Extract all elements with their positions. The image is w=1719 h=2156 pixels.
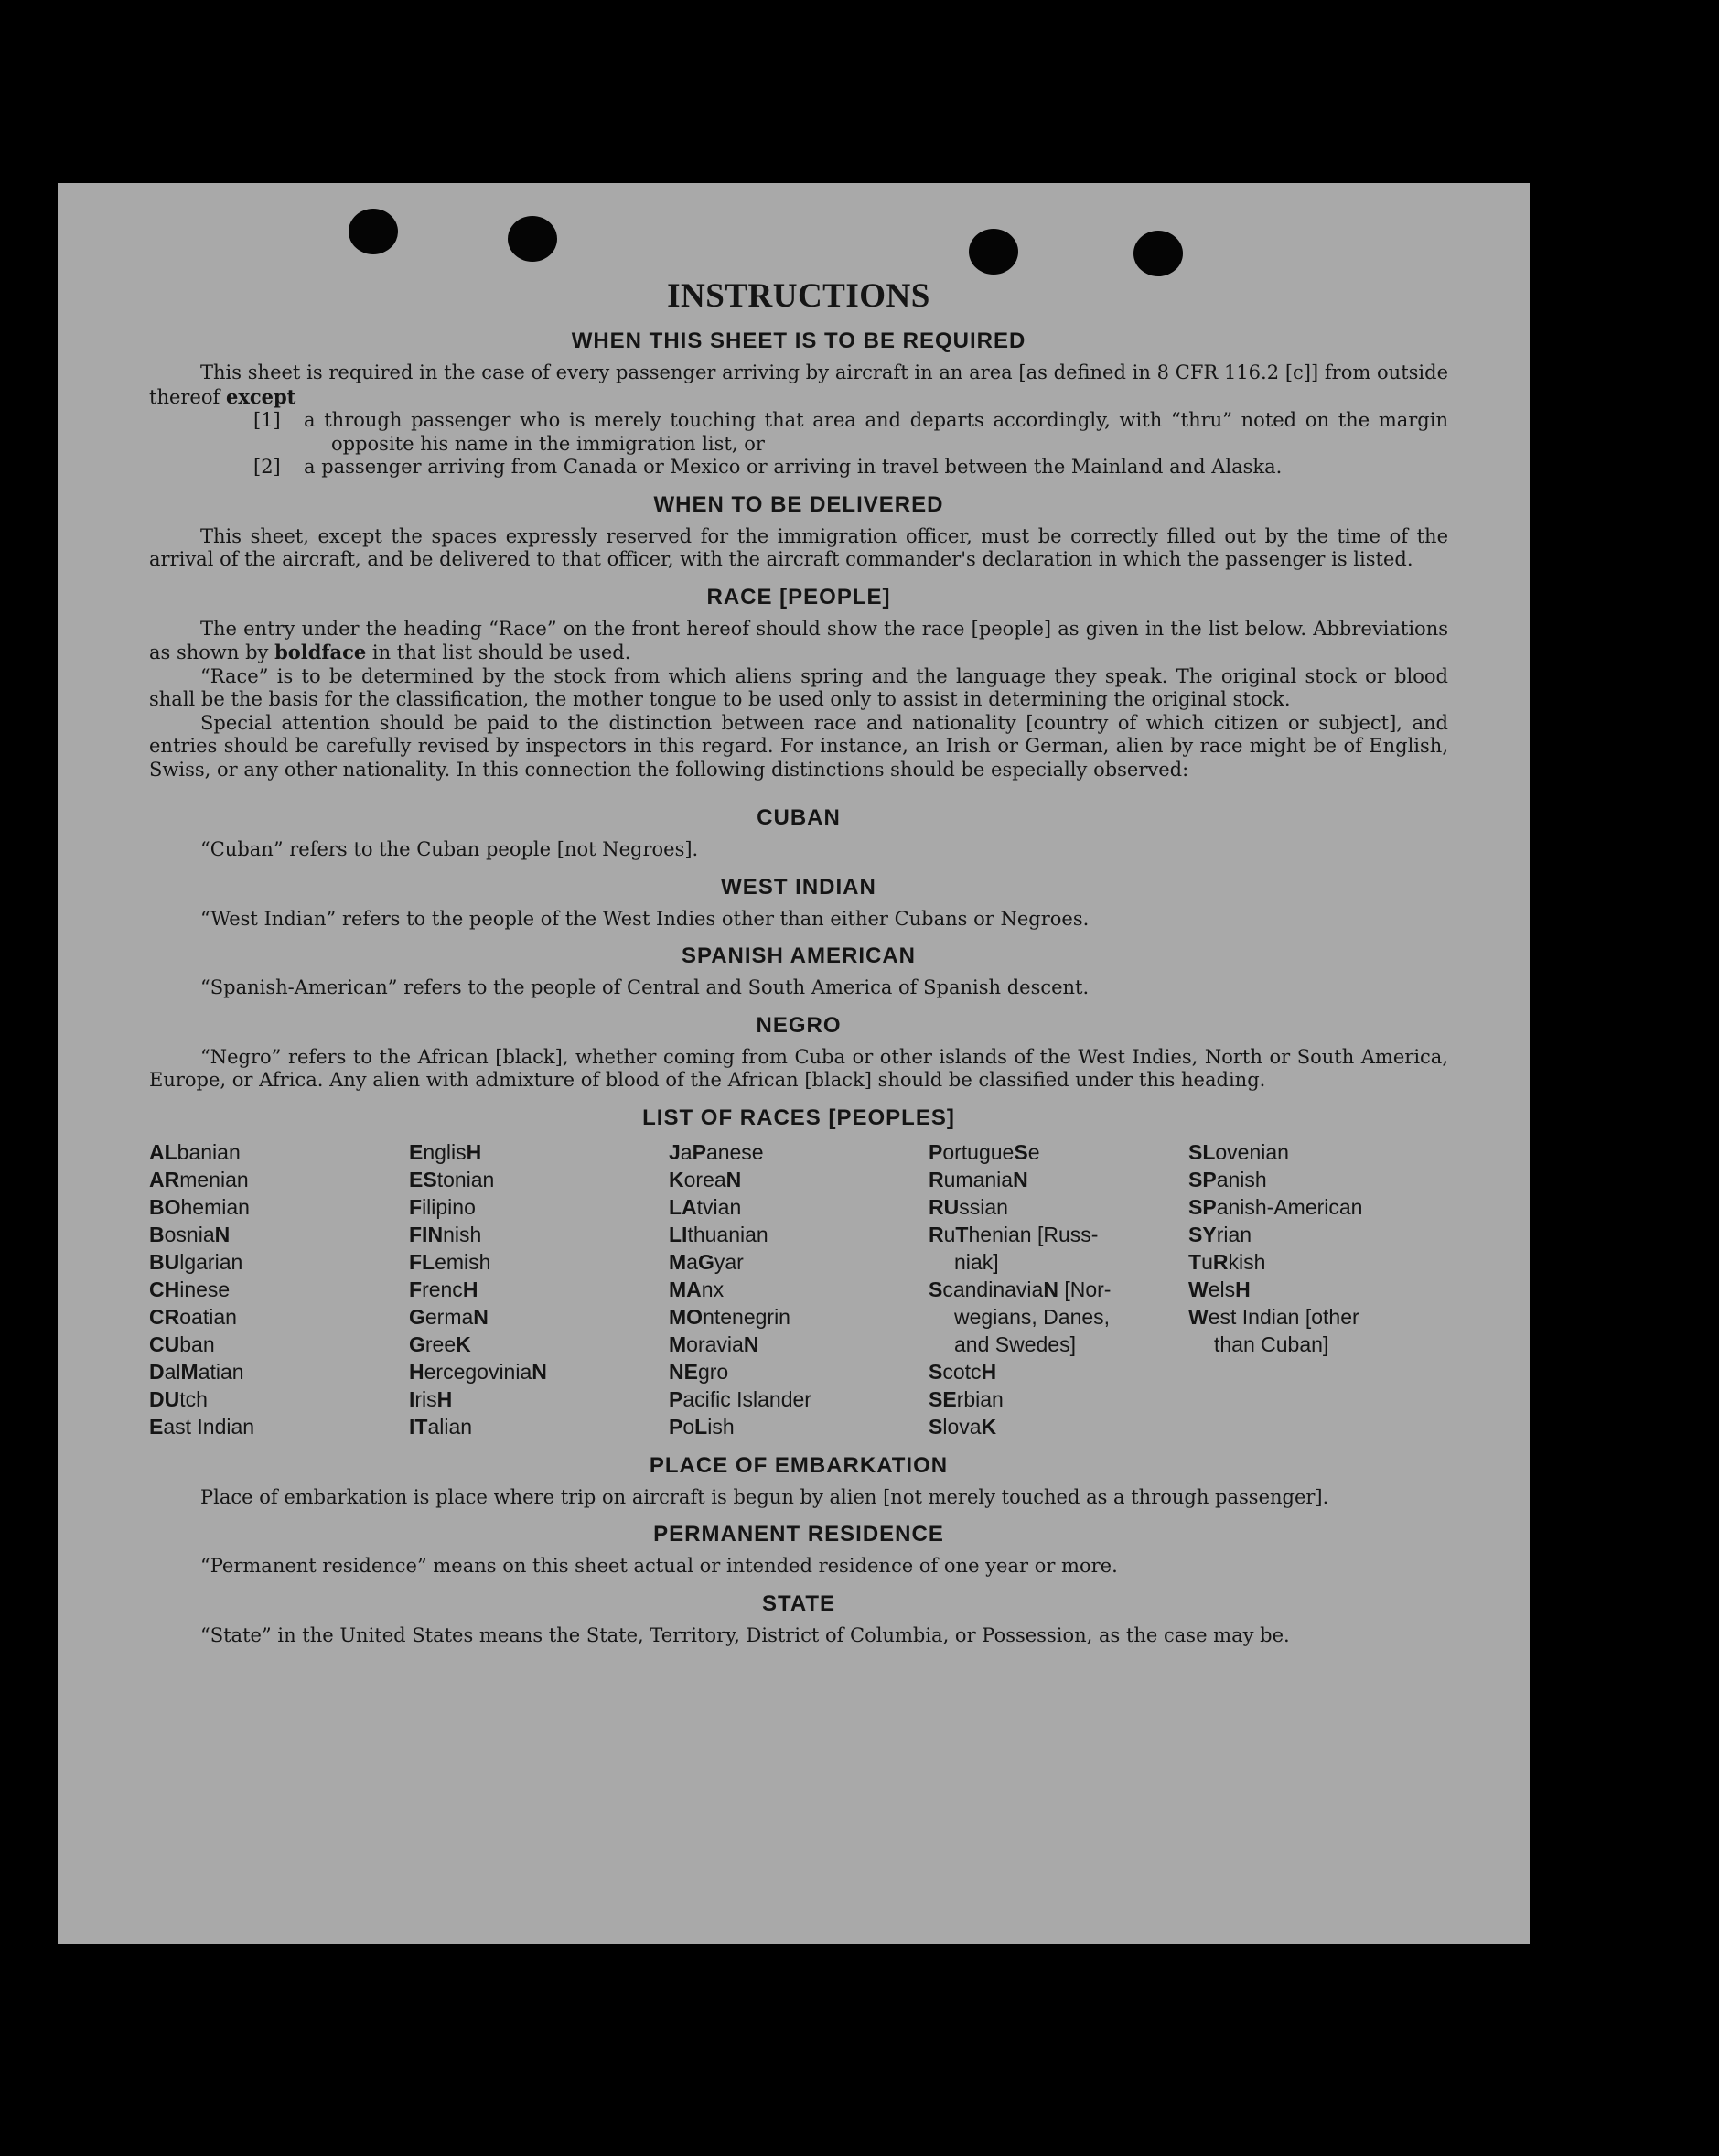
delivered-text: This sheet, except the spaces expressly reserved for the immigration officer, must be correctly filled out by the time of the arrival of the aircraft, and be delivered to that officer, with the aircraft commander's declaration in which the passenger is listed. bbox=[149, 524, 1448, 570]
spanish-american-text: “Spanish-American” refers to the people of Central and South America of Spanish descent. bbox=[200, 976, 1090, 998]
race-entry: FINnish bbox=[409, 1222, 482, 1246]
race-entry: West Indian [other bbox=[1188, 1304, 1359, 1329]
race-entry: Filipino bbox=[409, 1194, 476, 1219]
section-heading-west-indian: WEST INDIAN bbox=[721, 874, 876, 900]
west-indian-text: “West Indian” refers to the people of the West Indies other than either Cubans or Negroes. bbox=[200, 907, 1090, 930]
cuban-text: “Cuban” refers to the Cuban people [not Negroes]. bbox=[200, 838, 699, 860]
race-entry: LAtvian bbox=[669, 1194, 742, 1219]
required-item-1 bbox=[253, 409, 1448, 456]
race-entry: Pacific Islander bbox=[669, 1386, 811, 1411]
section-heading-required: WHEN THIS SHEET IS TO BE REQUIRED bbox=[571, 329, 1026, 353]
race-entry: niak] bbox=[954, 1249, 999, 1274]
required-intro-text: This sheet is required in the case of every passenger arriving by aircraft in an area [as defined in 8 CFR 116.2 [c]] from outside thereof bbox=[149, 361, 1448, 408]
race-column bbox=[409, 1138, 669, 1440]
race-entry: PortugueSe bbox=[929, 1139, 1040, 1164]
race-entry: ALbanian bbox=[149, 1139, 241, 1164]
race-entry: FLemish bbox=[409, 1249, 491, 1274]
race-entry: SPanish bbox=[1188, 1167, 1267, 1191]
race-entry: East Indian bbox=[149, 1414, 255, 1439]
section-heading-delivered: WHEN TO BE DELIVERED bbox=[653, 491, 944, 517]
race-entry: ARmenian bbox=[149, 1167, 249, 1191]
residence-text: “Permanent residence” means on this sheet actual or intended residence of one year or more. bbox=[200, 1555, 1118, 1577]
race-entry: GreeK bbox=[409, 1331, 471, 1356]
race-column bbox=[929, 1138, 1188, 1440]
race-entry: BOhemian bbox=[149, 1194, 250, 1219]
race-entry: BosniaN bbox=[149, 1222, 231, 1246]
race-entry: CHinese bbox=[149, 1277, 231, 1301]
race-entry: ScandinaviaN [Nor- bbox=[929, 1277, 1112, 1301]
required-intro-except: except bbox=[225, 384, 296, 408]
item-text: a passenger arriving from Canada or Mexico or arriving in travel between the Mainland and Alaska. bbox=[304, 456, 1283, 478]
race-entry: WelsH bbox=[1188, 1277, 1251, 1301]
race-entry: DUtch bbox=[149, 1386, 208, 1411]
race-entry: LIthuanian bbox=[669, 1222, 768, 1246]
race-entry: RuThenian [Russ- bbox=[929, 1222, 1099, 1246]
race-entry: EnglisH bbox=[409, 1139, 482, 1164]
race-entry: CUban bbox=[149, 1331, 215, 1356]
section-heading-negro: NEGRO bbox=[756, 1012, 842, 1038]
race-paragraph-2: “Race” is to be determined by the stock from which aliens spring and the language they speak. The original stock or blood shall be the basis for the classification, the mother tongue to be used only to assist in determining the original stock. bbox=[149, 664, 1448, 710]
race-entry: SPanish-American bbox=[1188, 1194, 1363, 1219]
punch-hole bbox=[349, 209, 398, 254]
page-title: INSTRUCTIONS bbox=[667, 277, 930, 315]
punch-hole bbox=[969, 229, 1018, 275]
race-entry: JaPanese bbox=[669, 1139, 764, 1164]
section-heading-spanish-american: SPANISH AMERICAN bbox=[681, 943, 916, 968]
race-entry: NEgro bbox=[669, 1359, 729, 1384]
race-paragraph-1 bbox=[149, 618, 1448, 665]
race-entry: SErbian bbox=[929, 1386, 1004, 1411]
race-entry: BUlgarian bbox=[149, 1249, 243, 1274]
race-column bbox=[1188, 1138, 1448, 1440]
race-entry: and Swedes] bbox=[954, 1331, 1076, 1356]
required-intro bbox=[149, 361, 1448, 409]
punch-hole bbox=[1133, 231, 1183, 276]
race-entry: wegians, Danes, bbox=[954, 1304, 1111, 1329]
race-entry: RUssian bbox=[929, 1194, 1008, 1219]
section-heading-race-list: LIST OF RACES [PEOPLES] bbox=[642, 1105, 955, 1130]
race-entry: TuRkish bbox=[1188, 1249, 1266, 1274]
section-heading-embarkation: PLACE OF EMBARKATION bbox=[649, 1452, 949, 1478]
race-column bbox=[669, 1138, 929, 1440]
race-p1-boldface: boldface bbox=[274, 641, 367, 663]
race-entry: EStonian bbox=[409, 1167, 495, 1191]
race-entry: PoLish bbox=[669, 1414, 735, 1439]
item-number: [1] bbox=[253, 409, 281, 431]
race-entry: FrencH bbox=[409, 1277, 478, 1301]
punch-hole bbox=[508, 216, 557, 262]
race-entry: MoraviaN bbox=[669, 1331, 759, 1356]
instruction-sheet bbox=[58, 183, 1530, 1944]
race-entry: MaGyar bbox=[669, 1249, 744, 1274]
race-entry: MAnx bbox=[669, 1277, 725, 1301]
race-entry: SYrian bbox=[1188, 1222, 1252, 1246]
race-entry: KoreaN bbox=[669, 1167, 742, 1191]
negro-text: “Negro” refers to the African [black], whether coming from Cuba or other islands of the West Indies, North or South America, Europe, or Africa. Any alien with admixture of blood of the African [black] should be classified under this heading. bbox=[149, 1045, 1448, 1091]
race-entry: HercegoviniaN bbox=[409, 1359, 547, 1384]
sheet-content bbox=[149, 276, 1448, 1647]
race-p1-end: in that list should be used. bbox=[366, 641, 631, 663]
race-column bbox=[149, 1138, 409, 1440]
race-entry: IrisH bbox=[409, 1386, 453, 1411]
race-entry: SLovenian bbox=[1188, 1139, 1289, 1164]
race-paragraph-3: Special attention should be paid to the distinction between race and nationality [country of which citizen or subject], and entries should be carefully revised by inspectors in this regard. For instance, an Irish or German, alien by race might be of English, Swiss, or any other nationality. In this connection the following distinctions should be especially observed: bbox=[149, 711, 1448, 781]
race-entry: SlovaK bbox=[929, 1414, 997, 1439]
required-item-2 bbox=[253, 456, 1448, 480]
race-p1-text: The entry under the heading “Race” on the front hereof should show the race [people] as given in the list below. Abbreviations as shown by bbox=[149, 617, 1448, 663]
embarkation-text: Place of embarkation is place where trip on aircraft is begun by alien [not merely touched as a through passenger]. bbox=[200, 1485, 1329, 1508]
race-entry: RumaniaN bbox=[929, 1167, 1028, 1191]
section-heading-race: RACE [PEOPLE] bbox=[706, 584, 891, 609]
race-entry: CRoatian bbox=[149, 1304, 237, 1329]
race-entry: MOntenegrin bbox=[669, 1304, 790, 1329]
section-heading-residence: PERMANENT RESIDENCE bbox=[653, 1522, 944, 1547]
race-entry: GermaN bbox=[409, 1304, 489, 1329]
state-text: “State” in the United States means the State, Territory, District of Columbia, or Possession, as the case may be. bbox=[200, 1623, 1290, 1646]
race-entry: ScotcH bbox=[929, 1359, 997, 1384]
section-heading-state: STATE bbox=[761, 1590, 836, 1616]
race-entry: DalMatian bbox=[149, 1359, 244, 1384]
race-list bbox=[149, 1138, 1448, 1440]
item-number: [2] bbox=[253, 456, 281, 478]
race-entry: ITalian bbox=[409, 1414, 473, 1439]
race-entry: than Cuban] bbox=[1214, 1331, 1329, 1356]
section-heading-cuban: CUBAN bbox=[757, 805, 841, 830]
item-text: a through passenger who is merely touching that area and departs accordingly, with “thru” noted on the margin opposite his name in the immigration list, or bbox=[304, 409, 1448, 455]
